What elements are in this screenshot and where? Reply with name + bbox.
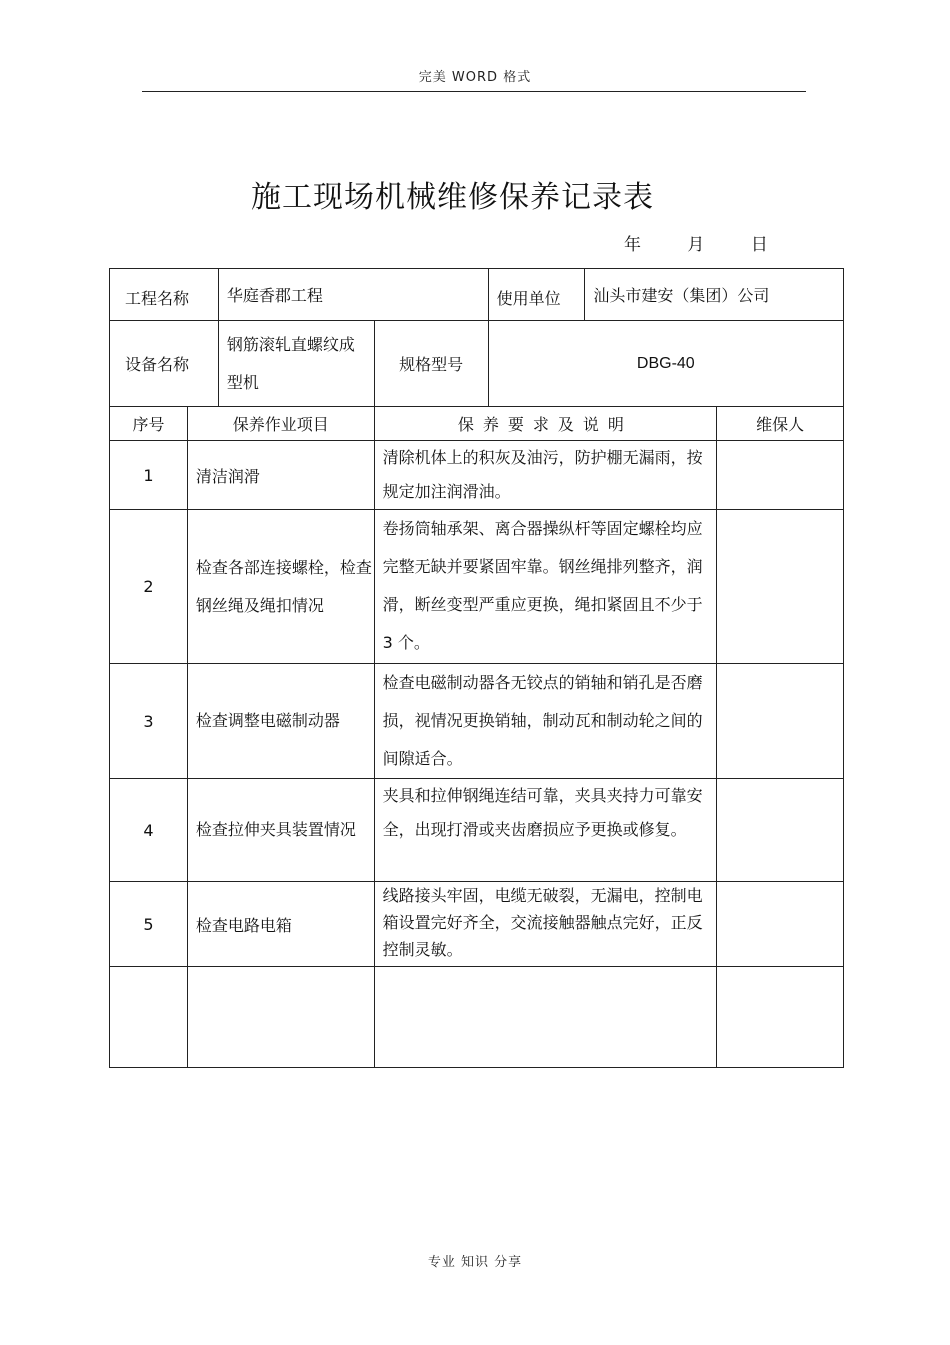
col-header-no: 序号 bbox=[110, 407, 188, 441]
row-requirement: 检查电磁制动器各无铰点的销轴和销孔是否磨损，视情况更换销轴，制动瓦和制动轮之间的间隙适合。 bbox=[374, 664, 717, 779]
row-item: 检查调整电磁制动器 bbox=[187, 664, 374, 779]
page-footer: 专业 知识 分享 bbox=[427, 1255, 523, 1270]
row-requirement: 清除机体上的积灰及油污，防护棚无漏雨，按规定加注润滑油。 bbox=[374, 441, 717, 510]
row-no: 4 bbox=[110, 779, 188, 882]
row-person bbox=[717, 664, 844, 779]
table-row bbox=[110, 882, 844, 967]
table-row bbox=[110, 967, 844, 1068]
row-item: 检查拉伸夹具装置情况 bbox=[187, 779, 374, 882]
unit-label: 使用单位 bbox=[488, 269, 585, 321]
row-no: 1 bbox=[110, 441, 188, 510]
info-row-project bbox=[110, 269, 844, 321]
row-requirement: 夹具和拉伸钢绳连结可靠，夹具夹持力可靠安全，出现打滑或夹齿磨损应予更换或修复。 bbox=[374, 779, 717, 882]
model-label: 规格型号 bbox=[374, 321, 488, 407]
col-header-person: 维保人 bbox=[717, 407, 844, 441]
info-row-equipment bbox=[110, 321, 844, 407]
date-day: 日 bbox=[750, 235, 768, 255]
page-title: 施工现场机械维修保养记录表 bbox=[251, 180, 654, 215]
row-person bbox=[717, 882, 844, 967]
row-item: 检查电路电箱 bbox=[187, 882, 374, 967]
row-item: 清洁润滑 bbox=[187, 441, 374, 510]
row-person bbox=[717, 967, 844, 1068]
maintenance-table bbox=[109, 406, 844, 1068]
row-no: 5 bbox=[110, 882, 188, 967]
row-no: 2 bbox=[110, 510, 188, 664]
page-header: 完美 WORD 格式 bbox=[418, 70, 532, 85]
project-label: 工程名称 bbox=[110, 269, 219, 321]
col-header-item: 保养作业项目 bbox=[187, 407, 374, 441]
row-item: 检查各部连接螺栓，检查钢丝绳及绳扣情况 bbox=[187, 510, 374, 664]
date-year: 年 bbox=[624, 235, 641, 255]
equipment-value-text: 钢筋滚轧直螺纹成型机 bbox=[226, 334, 355, 392]
date-month: 月 bbox=[687, 235, 705, 255]
table-row bbox=[110, 441, 844, 510]
col-header-requirement: 保养要求及说明 bbox=[374, 407, 717, 441]
unit-value: 汕头市建安（集团）公司 bbox=[585, 269, 844, 321]
row-person bbox=[717, 441, 844, 510]
equipment-value bbox=[218, 321, 374, 407]
table-row bbox=[110, 779, 844, 882]
equipment-label: 设备名称 bbox=[110, 321, 219, 407]
row-requirement: 卷扬筒轴承架、离合器操纵杆等固定螺栓均应完整无缺并要紧固牢靠。钢丝绳排列整齐，润滑，断丝变型严重应更换，绳扣紧固且不少于 3 个。 bbox=[374, 510, 717, 664]
table-row bbox=[110, 664, 844, 779]
row-no bbox=[110, 967, 188, 1068]
row-person bbox=[717, 779, 844, 882]
row-item bbox=[187, 967, 374, 1068]
table-row bbox=[110, 510, 844, 664]
project-value: 华庭香郡工程 bbox=[218, 269, 488, 321]
row-requirement bbox=[374, 967, 717, 1068]
date-line bbox=[624, 230, 768, 255]
info-table bbox=[109, 268, 844, 407]
column-header-row bbox=[110, 407, 844, 441]
model-value: DBG-40 bbox=[488, 321, 843, 407]
row-requirement: 线路接头牢固，电缆无破裂，无漏电，控制电箱设置完好齐全，交流接触器触点完好，正反控制灵敏。 bbox=[374, 882, 717, 967]
row-person bbox=[717, 510, 844, 664]
row-no: 3 bbox=[110, 664, 188, 779]
header-divider bbox=[142, 91, 806, 92]
